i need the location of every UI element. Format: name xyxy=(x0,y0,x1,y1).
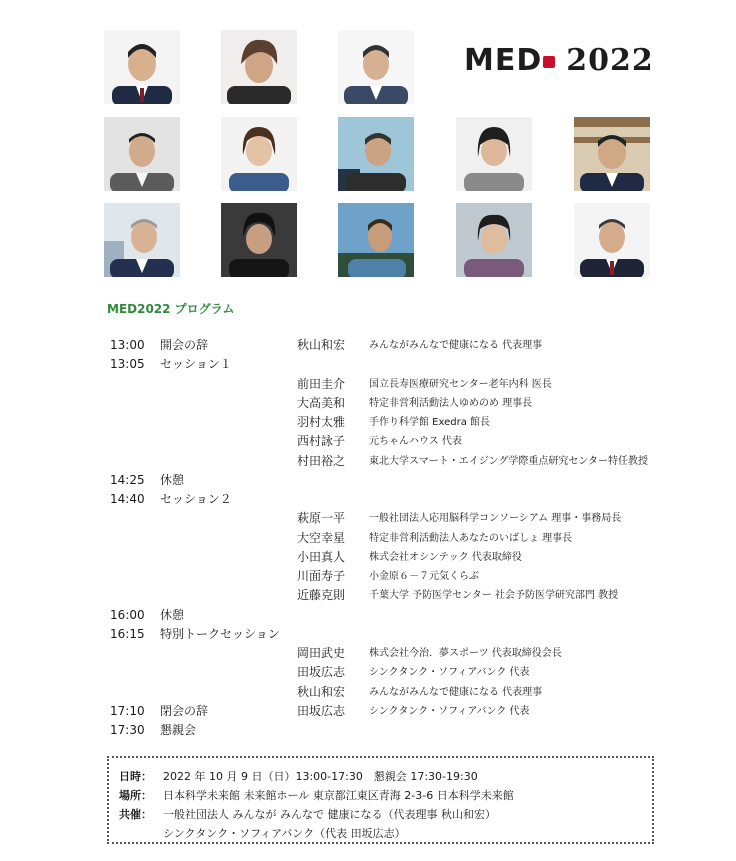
host-value-1: 一般社団法人 みんなが みんなで 健康になる（代表理事 秋山和宏） xyxy=(163,808,496,821)
program-speaker-name: 秋山和宏 xyxy=(297,338,346,352)
program-speaker-name: 前田圭介 xyxy=(297,377,346,391)
place-label: 場所： xyxy=(119,789,152,802)
speaker-photo xyxy=(104,30,180,104)
program-speaker-affiliation: 東北大学スマート・エイジング学際重点研究センター特任教授 xyxy=(369,456,648,467)
program-event: 開会の辞 xyxy=(160,338,209,352)
program-speaker-affiliation: 特定非営利活動法人あなたのいばしょ 理事長 xyxy=(369,533,573,544)
program-time: 14:40 xyxy=(110,492,145,506)
program-event: セッション１ xyxy=(160,357,232,371)
program-speaker-name: 秋山和宏 xyxy=(297,685,346,699)
program-speaker-name: 川面寿子 xyxy=(297,569,346,583)
section-title: MED2022 プログラム xyxy=(107,302,235,316)
place-value: 日本科学未来館 未来館ホール 東京都江東区青海 2-3-6 日本科学未来館 xyxy=(163,789,514,802)
program-event: 閉会の辞 xyxy=(160,704,209,718)
logo-red-dot xyxy=(543,56,555,68)
speaker-photo xyxy=(574,117,650,191)
speaker-photo xyxy=(221,117,297,191)
program-event: 休憩 xyxy=(160,608,185,622)
program-speaker-name: 村田裕之 xyxy=(297,454,346,468)
program-event: 特別トークセッション xyxy=(160,627,280,641)
program-speaker-affiliation: 特定非営利活動法人ゆめのめ 理事長 xyxy=(369,398,533,409)
speaker-photo xyxy=(221,30,297,104)
program-speaker-affiliation: 株式会社今治．夢スポーツ 代表取締役会長 xyxy=(369,648,562,659)
program-event: セッション２ xyxy=(160,492,232,506)
speaker-photo xyxy=(456,203,532,277)
program-event: 休憩 xyxy=(160,473,185,487)
program-time: 16:00 xyxy=(110,608,145,622)
logo-med-text: MED xyxy=(464,43,543,78)
program-speaker-affiliation: 小金原６－７元気くらぶ xyxy=(369,571,479,582)
program-event: 懇親会 xyxy=(160,723,197,737)
program-time: 13:00 xyxy=(110,338,145,352)
program-speaker-affiliation: みんながみんなで健康になる 代表理事 xyxy=(369,340,543,351)
program-speaker-affiliation: 株式会社オシンテック 代表取締役 xyxy=(369,552,522,563)
speaker-photo xyxy=(338,117,414,191)
speaker-photo xyxy=(574,203,650,277)
logo-year-text: 2022 xyxy=(566,43,654,78)
program-speaker-name: 田坂広志 xyxy=(297,665,346,679)
program-speaker-affiliation: 元ちゃんハウス 代表 xyxy=(369,436,462,447)
program-speaker-affiliation: シンクタンク・ソフィアバンク 代表 xyxy=(369,667,530,678)
program-speaker-name: 小田真人 xyxy=(297,550,346,564)
event-info-box xyxy=(107,756,654,844)
program-speaker-name: 近藤克則 xyxy=(297,588,346,602)
program-time: 16:15 xyxy=(110,627,145,641)
program-speaker-affiliation: みんながみんなで健康になる 代表理事 xyxy=(369,687,543,698)
speaker-photo xyxy=(104,203,180,277)
program-speaker-affiliation: 一般社団法人応用脳科学コンソーシアム 理事・事務局長 xyxy=(369,513,622,524)
program-speaker-name: 大空幸星 xyxy=(297,531,346,545)
program-speaker-name: 羽村太雅 xyxy=(297,415,346,429)
program-speaker-name: 岡田武史 xyxy=(297,646,346,660)
speaker-photo xyxy=(104,117,180,191)
program-speaker-affiliation: 手作り科学館 Exedra 館長 xyxy=(369,417,491,428)
program-speaker-name: 田坂広志 xyxy=(297,704,346,718)
program-speaker-affiliation: シンクタンク・ソフィアバンク 代表 xyxy=(369,706,530,717)
program-speaker-name: 大高美和 xyxy=(297,396,346,410)
program-speaker-affiliation: 千葉大学 予防医学センター 社会予防医学研究部門 教授 xyxy=(369,590,619,601)
program-speaker-affiliation: 国立長寿医療研究センター老年内科 医長 xyxy=(369,379,552,390)
program-speaker-name: 萩原一平 xyxy=(297,511,346,525)
date-label: 日時： xyxy=(119,770,152,783)
host-label: 共催： xyxy=(119,808,152,821)
speaker-photo xyxy=(221,203,297,277)
program-time: 17:10 xyxy=(110,704,145,718)
speaker-photo xyxy=(338,30,414,104)
speaker-photo xyxy=(456,117,532,191)
program-time: 13:05 xyxy=(110,357,145,371)
program-time: 14:25 xyxy=(110,473,145,487)
date-value: 2022 年 10 月 9 日（日）13:00-17:30 懇親会 17:30-19:30 xyxy=(163,770,478,783)
speaker-photo xyxy=(338,203,414,277)
host-value-2: シンクタンク・ソフィアバンク（代表 田坂広志） xyxy=(163,827,406,840)
program-speaker-name: 西村詠子 xyxy=(297,434,346,448)
program-time: 17:30 xyxy=(110,723,145,737)
med2022-logo xyxy=(464,44,654,78)
